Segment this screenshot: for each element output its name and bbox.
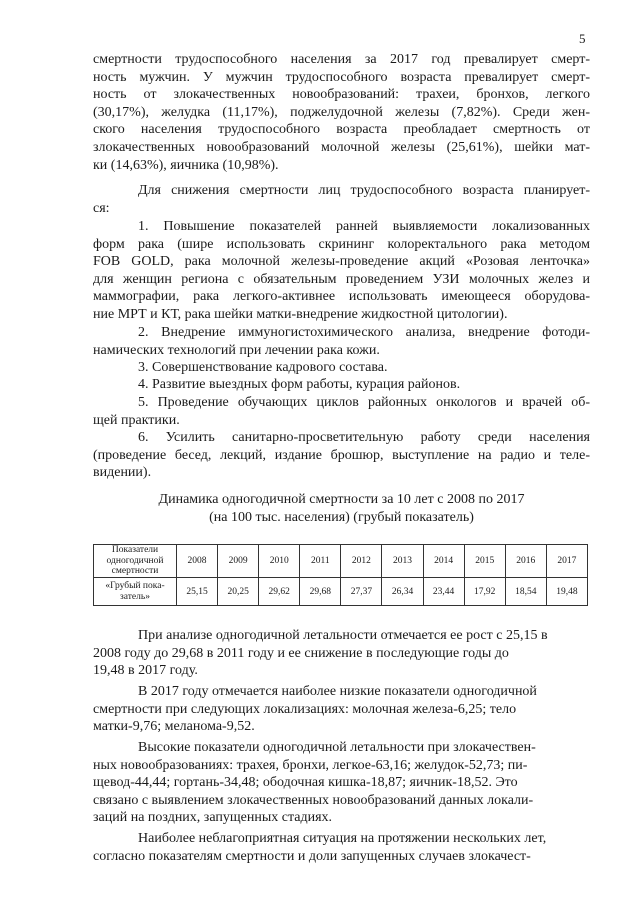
list-item-4 — [93, 376, 590, 394]
value-cell: 18,54 — [505, 578, 546, 606]
text-line: (30,17%), желудка (11,17%), поджелудочной железы (7,82%). Среди жен- — [93, 104, 590, 120]
list-item-3 — [93, 359, 590, 377]
text-line: щевод-44,44; гортань-34,48; ободочная кишка-18,87; яичник-18,52. Это — [93, 775, 518, 791]
table-title-line: Динамика одногодичной смертности за 10 лет с 2008 по 2017 — [158, 492, 525, 507]
table-header-row — [94, 545, 588, 578]
text-line: FOB GOLD, рака молочной железы-проведение акций «Розовая ленточка» — [93, 254, 590, 270]
text-line: матки-9,76; меланома-9,52. — [93, 719, 255, 735]
text-line: для женщин региона с обязательным проведением УЗИ молочных желез и — [93, 271, 590, 287]
text-line: согласно показателям смертности и доли запущенных случаев злокачест- — [93, 848, 531, 864]
header-label-cell: Показатели одногодичной смертности — [94, 545, 177, 578]
year-cell: 2010 — [259, 545, 300, 578]
year-cell: 2017 — [546, 545, 587, 578]
text-line: ся: — [93, 200, 110, 216]
text-line: 5. Проведение обучающих циклов районных онкологов и врачей об- — [138, 395, 590, 410]
text-line: При анализе одногодичной летальности отмечается ее рост с 25,15 в — [138, 628, 548, 643]
text-line: Высокие показатели одногодичной летальности при злокачествен- — [138, 740, 536, 755]
table-title — [93, 491, 590, 526]
value-cell: 17,92 — [464, 578, 505, 606]
text-line: Для снижения смертности лиц трудоспособного возраста планирует- — [138, 183, 590, 198]
mortality-dynamics-table — [93, 544, 588, 606]
text-line: В 2017 году отмечается наиболее низкие показатели одногодичной — [138, 684, 537, 699]
text-line: Наиболее неблагоприятная ситуация на протяжении нескольких лет, — [138, 831, 547, 846]
value-cell: 20,25 — [218, 578, 259, 606]
text-line: ского населения трудоспособного возраста преобладает смертность от — [93, 122, 590, 138]
text-line: 3. Совершенствование кадрового состава. — [138, 360, 388, 375]
text-line: маммографии, рака легкого-активнее использовать имеющееся оборудова- — [93, 289, 590, 305]
list-item-6 — [93, 429, 590, 482]
text-line: ность от злокачественных новообразований: трахеи, бронхов, легкого — [93, 87, 590, 103]
list-item-5 — [93, 394, 590, 429]
value-cell: 29,68 — [300, 578, 341, 606]
text-line: заций на поздних, запущенных стадиях. — [93, 810, 333, 826]
text-line: 2. Внедрение иммуногистохимического анализа, внедрение фотоди- — [138, 325, 590, 340]
text-line: 2008 году до 29,68 в 2011 году и ее снижение в последующие годы до — [93, 645, 509, 661]
list-item-2 — [93, 324, 590, 359]
text-line: форм рака (шире использовать скрининг колоректального рака методом — [93, 236, 590, 252]
year-cell: 2009 — [218, 545, 259, 578]
text-line: 6. Усилить санитарно-просветительную работу среди населения — [138, 430, 590, 445]
paragraph-high-indicators — [93, 739, 590, 827]
paragraph-plan-intro — [93, 182, 590, 217]
text-line: щей практики. — [93, 412, 180, 428]
year-cell: 2011 — [300, 545, 341, 578]
text-line: 4. Развитие выездных форм работы, курация районов. — [138, 377, 461, 392]
table-title-line: (на 100 тыс. населения) (грубый показатель) — [209, 509, 474, 525]
text-line: ние МРТ и КТ, рака шейки матки-внедрение жидкостной цитологии). — [93, 306, 508, 322]
value-cell: 23,44 — [423, 578, 464, 606]
value-cell: 29,62 — [259, 578, 300, 606]
paragraph-mortality-structure — [93, 51, 590, 174]
year-cell: 2014 — [423, 545, 464, 578]
text-line: ки (14,63%), яичника (10,98%). — [93, 157, 279, 173]
value-cell: 26,34 — [382, 578, 423, 606]
table-row — [94, 578, 588, 606]
row-label-cell: «Грубый пока- затель» — [94, 578, 177, 606]
year-cell: 2016 — [505, 545, 546, 578]
text-line: ных новообразованиях: трахея, бронхи, легкое-63,16; желудок-52,73; пи- — [93, 757, 528, 773]
paragraph-lethality-analysis — [93, 627, 590, 680]
list-item-1 — [93, 218, 590, 324]
text-line: (проведение бесед, лекций, издание брошюр, выступление на радио и теле- — [93, 447, 590, 463]
paragraph-low-indicators — [93, 683, 590, 736]
paragraph-unfavorable-situation — [93, 830, 590, 865]
text-line: 1. Повышение показателей ранней выявляемости локализованных — [138, 219, 590, 234]
text-line: видении). — [93, 465, 152, 481]
value-cell: 27,37 — [341, 578, 382, 606]
value-cell: 19,48 — [546, 578, 587, 606]
year-cell: 2008 — [177, 545, 218, 578]
text-line: смертности при следующих локализациях: молочная железа-6,25; тело — [93, 701, 517, 717]
year-cell: 2013 — [382, 545, 423, 578]
page-number: 5 — [579, 31, 586, 46]
value-cell: 25,15 — [177, 578, 218, 606]
text-line: намических технологий при лечении рака кожи. — [93, 342, 380, 358]
year-cell: 2012 — [341, 545, 382, 578]
text-line: злокачественных новообразований молочной железы (25,61%), шейки мат- — [93, 139, 590, 155]
text-line: связано с выявлением злокачественных новообразований данных локали- — [93, 792, 534, 808]
text-line: 19,48 в 2017 году. — [93, 663, 198, 679]
text-line: смертности трудоспособного населения за 2017 год превалирует смерт- — [93, 52, 590, 67]
text-line: ность мужчин. У мужчин трудоспособного возраста превалирует смерт- — [93, 69, 590, 85]
year-cell: 2015 — [464, 545, 505, 578]
